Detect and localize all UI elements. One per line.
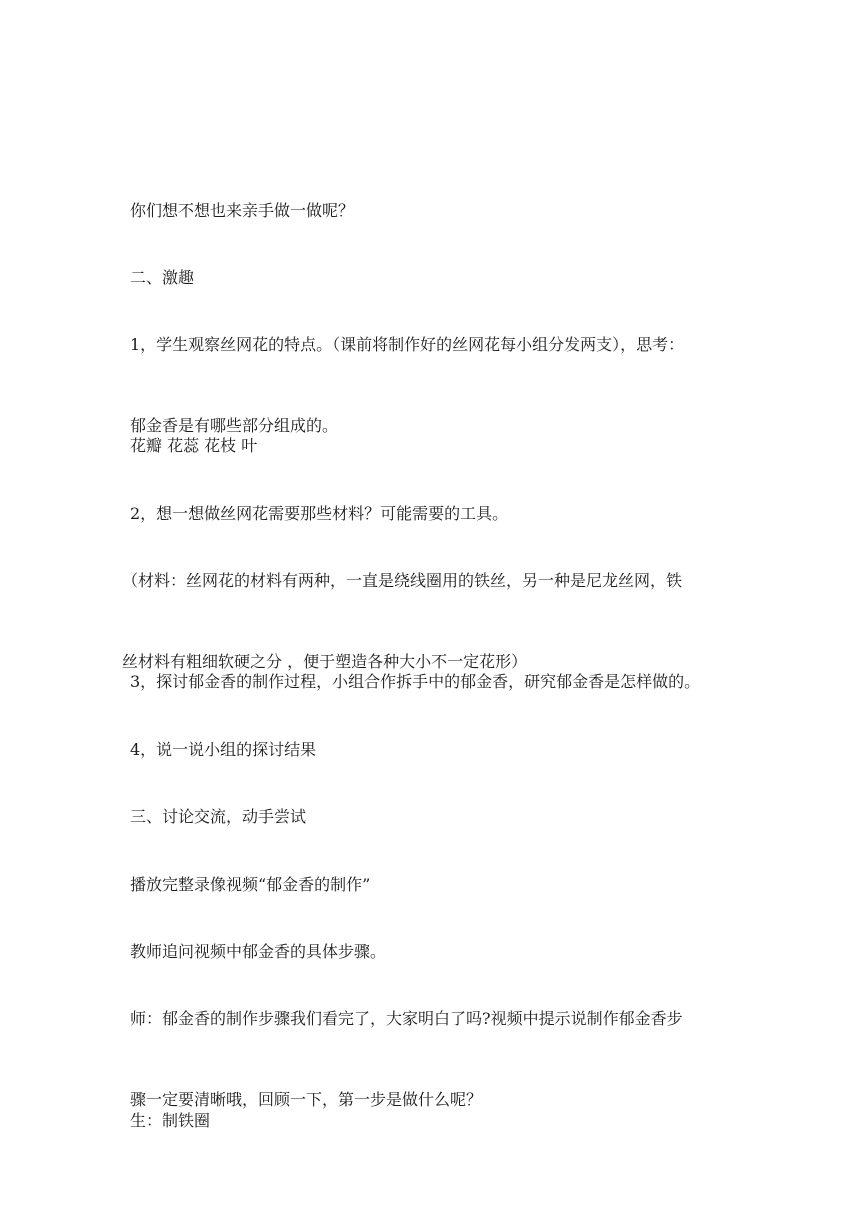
paragraph-line: 骤一定要清晰哦，回顾一下，第一步是做什么呢？	[130, 1090, 483, 1109]
paragraph-line: 三、讨论交流，动手尝试	[130, 807, 307, 826]
paragraph-line: （材料：丝网花的材料有两种，一直是绕线圈用的铁丝，另一种是尼龙丝网，铁	[122, 571, 683, 590]
paragraph-student-answer	[130, 1053, 750, 1188]
paragraph-line: 教师追问视频中郁金香的具体步骤。	[130, 942, 387, 961]
paragraph-line: 3，探讨郁金香的制作过程，小组合作拆手中的郁金香，研究郁金香是怎样做的。	[130, 672, 701, 691]
paragraph-line: 你们想不想也来亲手做一做呢？	[130, 201, 355, 220]
paragraph-line: 4，说一说小组的探讨结果	[130, 740, 317, 759]
paragraph-line: 花瓣 花蕊 花枝 叶	[130, 436, 258, 455]
paragraph-line: 郁金香是有哪些部分组成的。	[130, 416, 339, 435]
paragraph-line: 二、激趣	[130, 268, 195, 287]
paragraph-line: 1，学生观察丝网花的特点。（课前将制作好的丝网花每小组分发两支），思考：	[130, 335, 685, 354]
paragraph-line: 师：郁金香的制作步骤我们看完了，大家明白了吗?视频中提示说制作郁金香步	[130, 1009, 683, 1028]
paragraph-line: 丝材料有粗细软硬之分 ，便于塑造各种大小不一定花形）	[122, 652, 528, 671]
paragraph-line: 2，想一想做丝网花需要那些材料？可能需要的工具。	[130, 504, 509, 523]
paragraph-line: 生：制铁圈	[130, 1111, 211, 1130]
paragraph-line: 播放完整录像视频“郁金香的制作”	[130, 875, 371, 894]
